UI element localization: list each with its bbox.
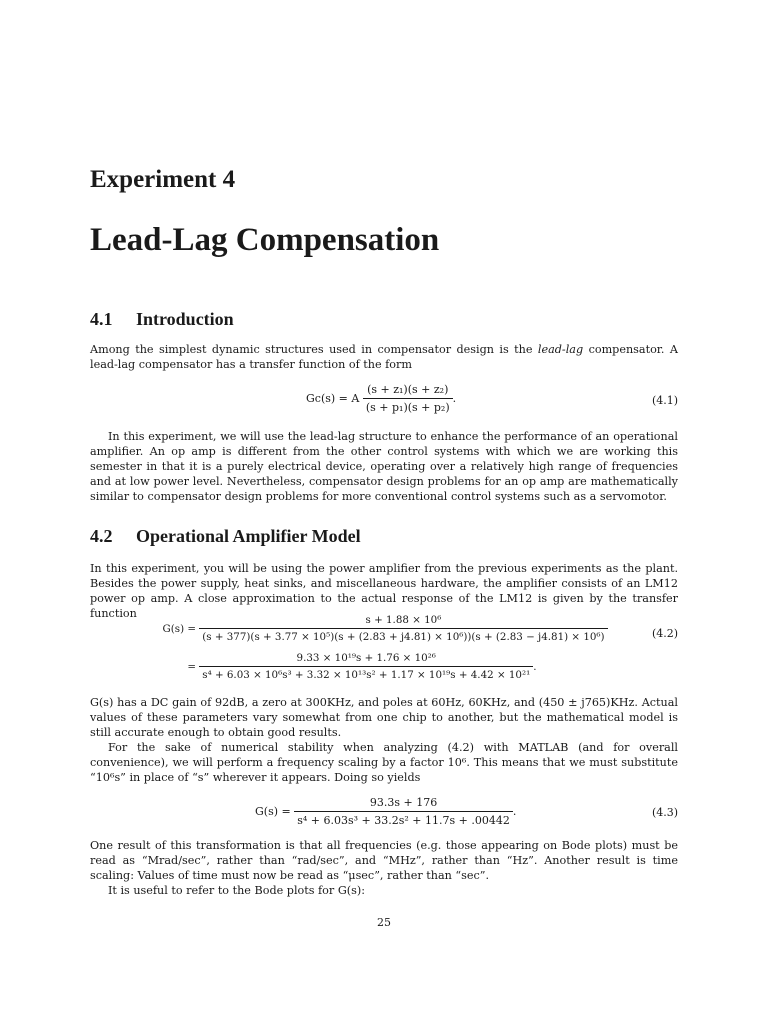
section-title: Operational Amplifier Model xyxy=(136,526,361,546)
equation-label: (4.2) xyxy=(652,627,679,640)
section-title: Introduction xyxy=(136,309,234,329)
paragraph-opamp-2: G(s) has a DC gain of 92dB, a zero at 300KHz, and poles at 60Hz, 60KHz, and (450 ± j765)KHz. Actual values of these parameters vary somewhat from one chip to another, but the mathematical model is still accurate enough to obtain good results. xyxy=(90,696,678,739)
equation-fraction xyxy=(363,383,453,414)
equation-4-2-expanded xyxy=(150,652,536,681)
section-heading-opamp-model xyxy=(90,526,361,547)
equation-lhs: = xyxy=(187,660,196,673)
equation-lhs: G(s) = xyxy=(162,622,196,635)
paragraph-intro-1 xyxy=(90,342,678,372)
equation-fraction xyxy=(294,796,513,827)
equation-lhs: G(s) = xyxy=(255,805,291,818)
equation-denominator: (s + 377)(s + 3.77 × 10⁵)(s + (2.83 + j4.81) × 10⁶))(s + (2.83 − j4.81) × 10⁶) xyxy=(199,628,607,643)
emphasis-text: lead-lag xyxy=(537,343,584,356)
equation-numerator: 9.33 × 10¹⁹s + 1.76 × 10²⁶ xyxy=(296,652,436,664)
equation-4-3 xyxy=(255,796,516,827)
equation-denominator: s⁴ + 6.03 × 10⁶s³ + 3.32 × 10¹³s² + 1.17 × 10¹⁹s + 4.42 × 10²¹ xyxy=(199,666,533,681)
equation-4-1 xyxy=(306,383,456,414)
equation-fraction xyxy=(199,652,533,681)
page-title: Lead-Lag Compensation xyxy=(90,222,440,258)
equation-label: (4.1) xyxy=(652,394,679,407)
section-number: 4.2 xyxy=(90,526,113,546)
equation-numerator: (s + z₁)(s + z₂) xyxy=(367,383,449,396)
paragraph-opamp-1: In this experiment, you will be using the power amplifier from the previous experiments as the plant. Besides the power supply, heat sinks, and miscellaneous hardware, the amplifier consists of an LM12 power op amp. A close approximation to the actual response of the LM12 is given by the transfer function xyxy=(90,562,678,620)
paragraph-opamp-5: It is useful to refer to the Bode plots for G(s): xyxy=(108,884,366,897)
equation-numerator: s + 1.88 × 10⁶ xyxy=(365,614,442,626)
paragraph-opamp-3: For the sake of numerical stability when analyzing (4.2) with MATLAB (and for overall convenience), we will perform a frequency scaling by a factor 10⁶. This means that we must substitute “10⁶s” in place of “s” wherever it appears. Doing so yields xyxy=(90,741,678,784)
paragraph-opamp-4: One result of this transformation is that all frequencies (e.g. those appearing on Bode plots) must be read as “Mrad/sec”, rather than “rad/sec”, and “MHz”, rather than “Hz”. Another result is time scaling: Values of time must now be read as “μsec”, rather than “sec”. xyxy=(90,839,678,882)
section-number: 4.1 xyxy=(90,309,113,329)
equation-4-2 xyxy=(150,614,608,643)
equation-lhs: Gc(s) = A xyxy=(306,392,360,405)
page-number: 25 xyxy=(377,916,391,929)
equation-label: (4.3) xyxy=(652,806,679,819)
equation-fraction xyxy=(199,614,607,643)
equation-numerator: 93.3s + 176 xyxy=(369,796,438,809)
text-run: Among the simplest dynamic structures used in compensator design is the xyxy=(90,343,533,356)
section-heading-introduction xyxy=(90,309,234,330)
equation-tail: . xyxy=(512,805,517,818)
equation-denominator: s⁴ + 6.03s³ + 33.2s² + 11.7s + .00442 xyxy=(294,811,513,827)
equation-tail: . xyxy=(452,392,457,405)
equation-denominator: (s + p₁)(s + p₂) xyxy=(363,398,453,414)
paragraph-intro-2: In this experiment, we will use the lead-lag structure to enhance the performance of an operational amplifier. An op amp is different from the other control systems with which we are working this semester in that it is a purely electrical device, operating over a relatively high range of frequencies and at low power level. Nevertheless, compensator design problems for an op amp are mathematically similar to compensator design problems for more conventional control systems such as a servomotor. xyxy=(90,430,678,503)
chapter-heading: Experiment 4 xyxy=(90,166,236,193)
equation-tail: . xyxy=(533,660,537,673)
text-run: compensator. A lead-lag compensator has a transfer function of the form xyxy=(90,343,678,371)
